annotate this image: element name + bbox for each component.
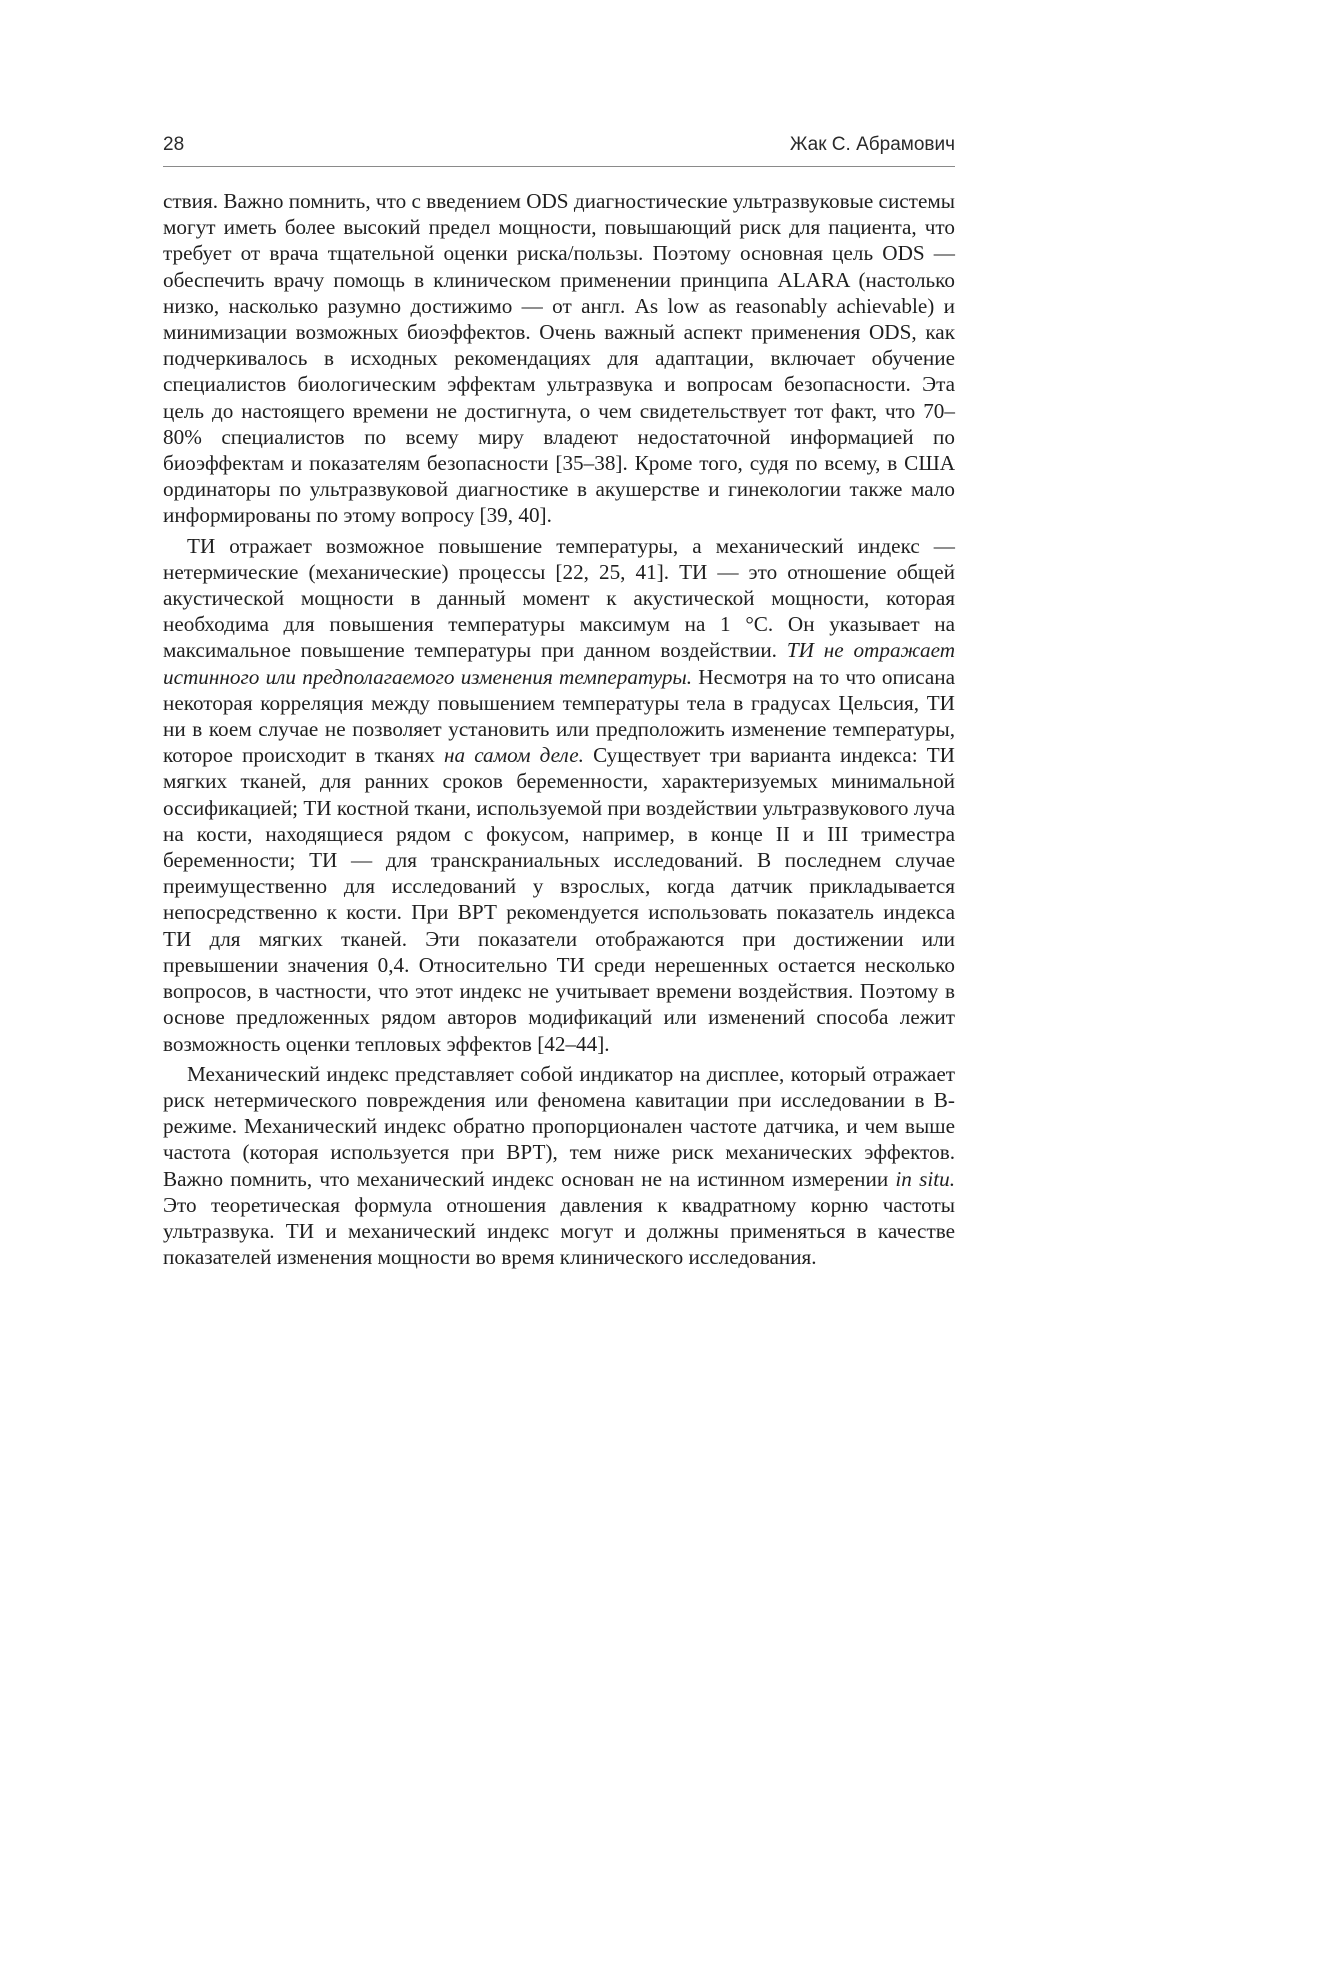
- running-header-author: Жак С. Абрамович: [789, 134, 955, 155]
- emphasis-text: на самом деле.: [443, 743, 584, 768]
- paragraph-text: Несмотря на то что описана некоторая корреляция между повышением температуры тела в градусах Цельсия, ТИ ни в коем случае не позволяет установить или предположить изменение температуры, которое происходит в тканях: [163, 664, 955, 768]
- body-text: [163, 188, 955, 1274]
- running-header: [163, 132, 955, 162]
- emphasis-text: ТИ не отражает истинного или предполагаемого изменения температуры.: [163, 638, 955, 689]
- paragraph-text: Это теоретическая формула отношения давления к квадратному корню частоты ультразвука. ТИ и механический индекс могут и должны применяться в качестве показателей изменения мощности во время клинического исследования.: [163, 1192, 955, 1270]
- paragraph: [163, 188, 955, 529]
- header-divider: [163, 166, 955, 167]
- paragraph: [163, 533, 955, 1057]
- paragraph-text: Существует три варианта индекса: ТИ мягких тканей, для ранних сроков беременности, характеризуемых минимальной оссификацией; ТИ костной ткани, используемой при воздействии ультразвукового луча на кости, находящиеся рядом с фокусом, например, в конце II и III триместра беременности; ТИ — для транскраниальных исследований. В последнем случае преимущественно для исследований у взрослых, когда датчик прикладывается непосредственно к кости. При ВРТ рекомендуется использовать показатель индекса ТИ для мягких тканей. Эти показатели отображаются при достижении или превышении значения 0,4. Относительно ТИ среди нерешенных остается несколько вопросов, в частности, что этот индекс не учитывает времени воздействия. Поэтому в основе предложенных рядом авторов модификаций или изменений способа лежит возможность оценки тепловых эффектов [42–44].: [163, 743, 955, 1056]
- paragraph-text: ТИ отражает возможное повышение температуры, а механический индекс — нетермические (механические) процессы [22, 25, 41]. ТИ — это отношение общей акустической мощности в данный момент к акустической мощности, которая необходима для повышения температуры максимум на 1 °С. Он указывает на максимальное повышение температуры при данном воздействии.: [163, 533, 955, 663]
- paragraph-text: Механический индекс представляет собой индикатор на дисплее, который отражает риск нетермического повреждения или феномена кавитации при исследовании в В-режиме. Механический индекс обратно пропорционален частоте датчика, и чем выше частота (которая используется при ВРТ), тем ниже риск механических эффектов. Важно помнить, что механический индекс основан не на истинном измерении: [163, 1061, 955, 1191]
- paragraph-text: ствия. Важно помнить, что с введением ODS диагностические ультразвуковые системы могут иметь более высокий предел мощности, повышающий риск для пациента, что требует от врача тщательной оценки риска/пользы. Поэтому основная цель ODS — обеспечить врачу помощь в клиническом применении принципа ALARA (настолько низко, насколько разумно достижимо — от англ. As low as reasonably achievable) и минимизации возможных биоэффектов. Очень важный аспект применения ODS, как подчеркивалось в исходных рекомендациях для адаптации, включает обучение специалистов биологическим эффектам ультразвука и вопросам безопасности. Эта цель до настоящего времени не достигнута, о чем свидетельствует тот факт, что 70–80% специалистов по всему миру владеют недостаточной информацией по биоэффектам и показателям безопасности [35–38]. Кроме того, судя по всему, в США ординаторы по ультразвуковой диагностике в акушерстве и гинекологии также мало информированы по этому вопросу [39, 40].: [163, 189, 955, 528]
- page-number: 28: [163, 134, 185, 155]
- paragraph: [163, 1061, 955, 1271]
- emphasis-text: in situ.: [895, 1166, 956, 1191]
